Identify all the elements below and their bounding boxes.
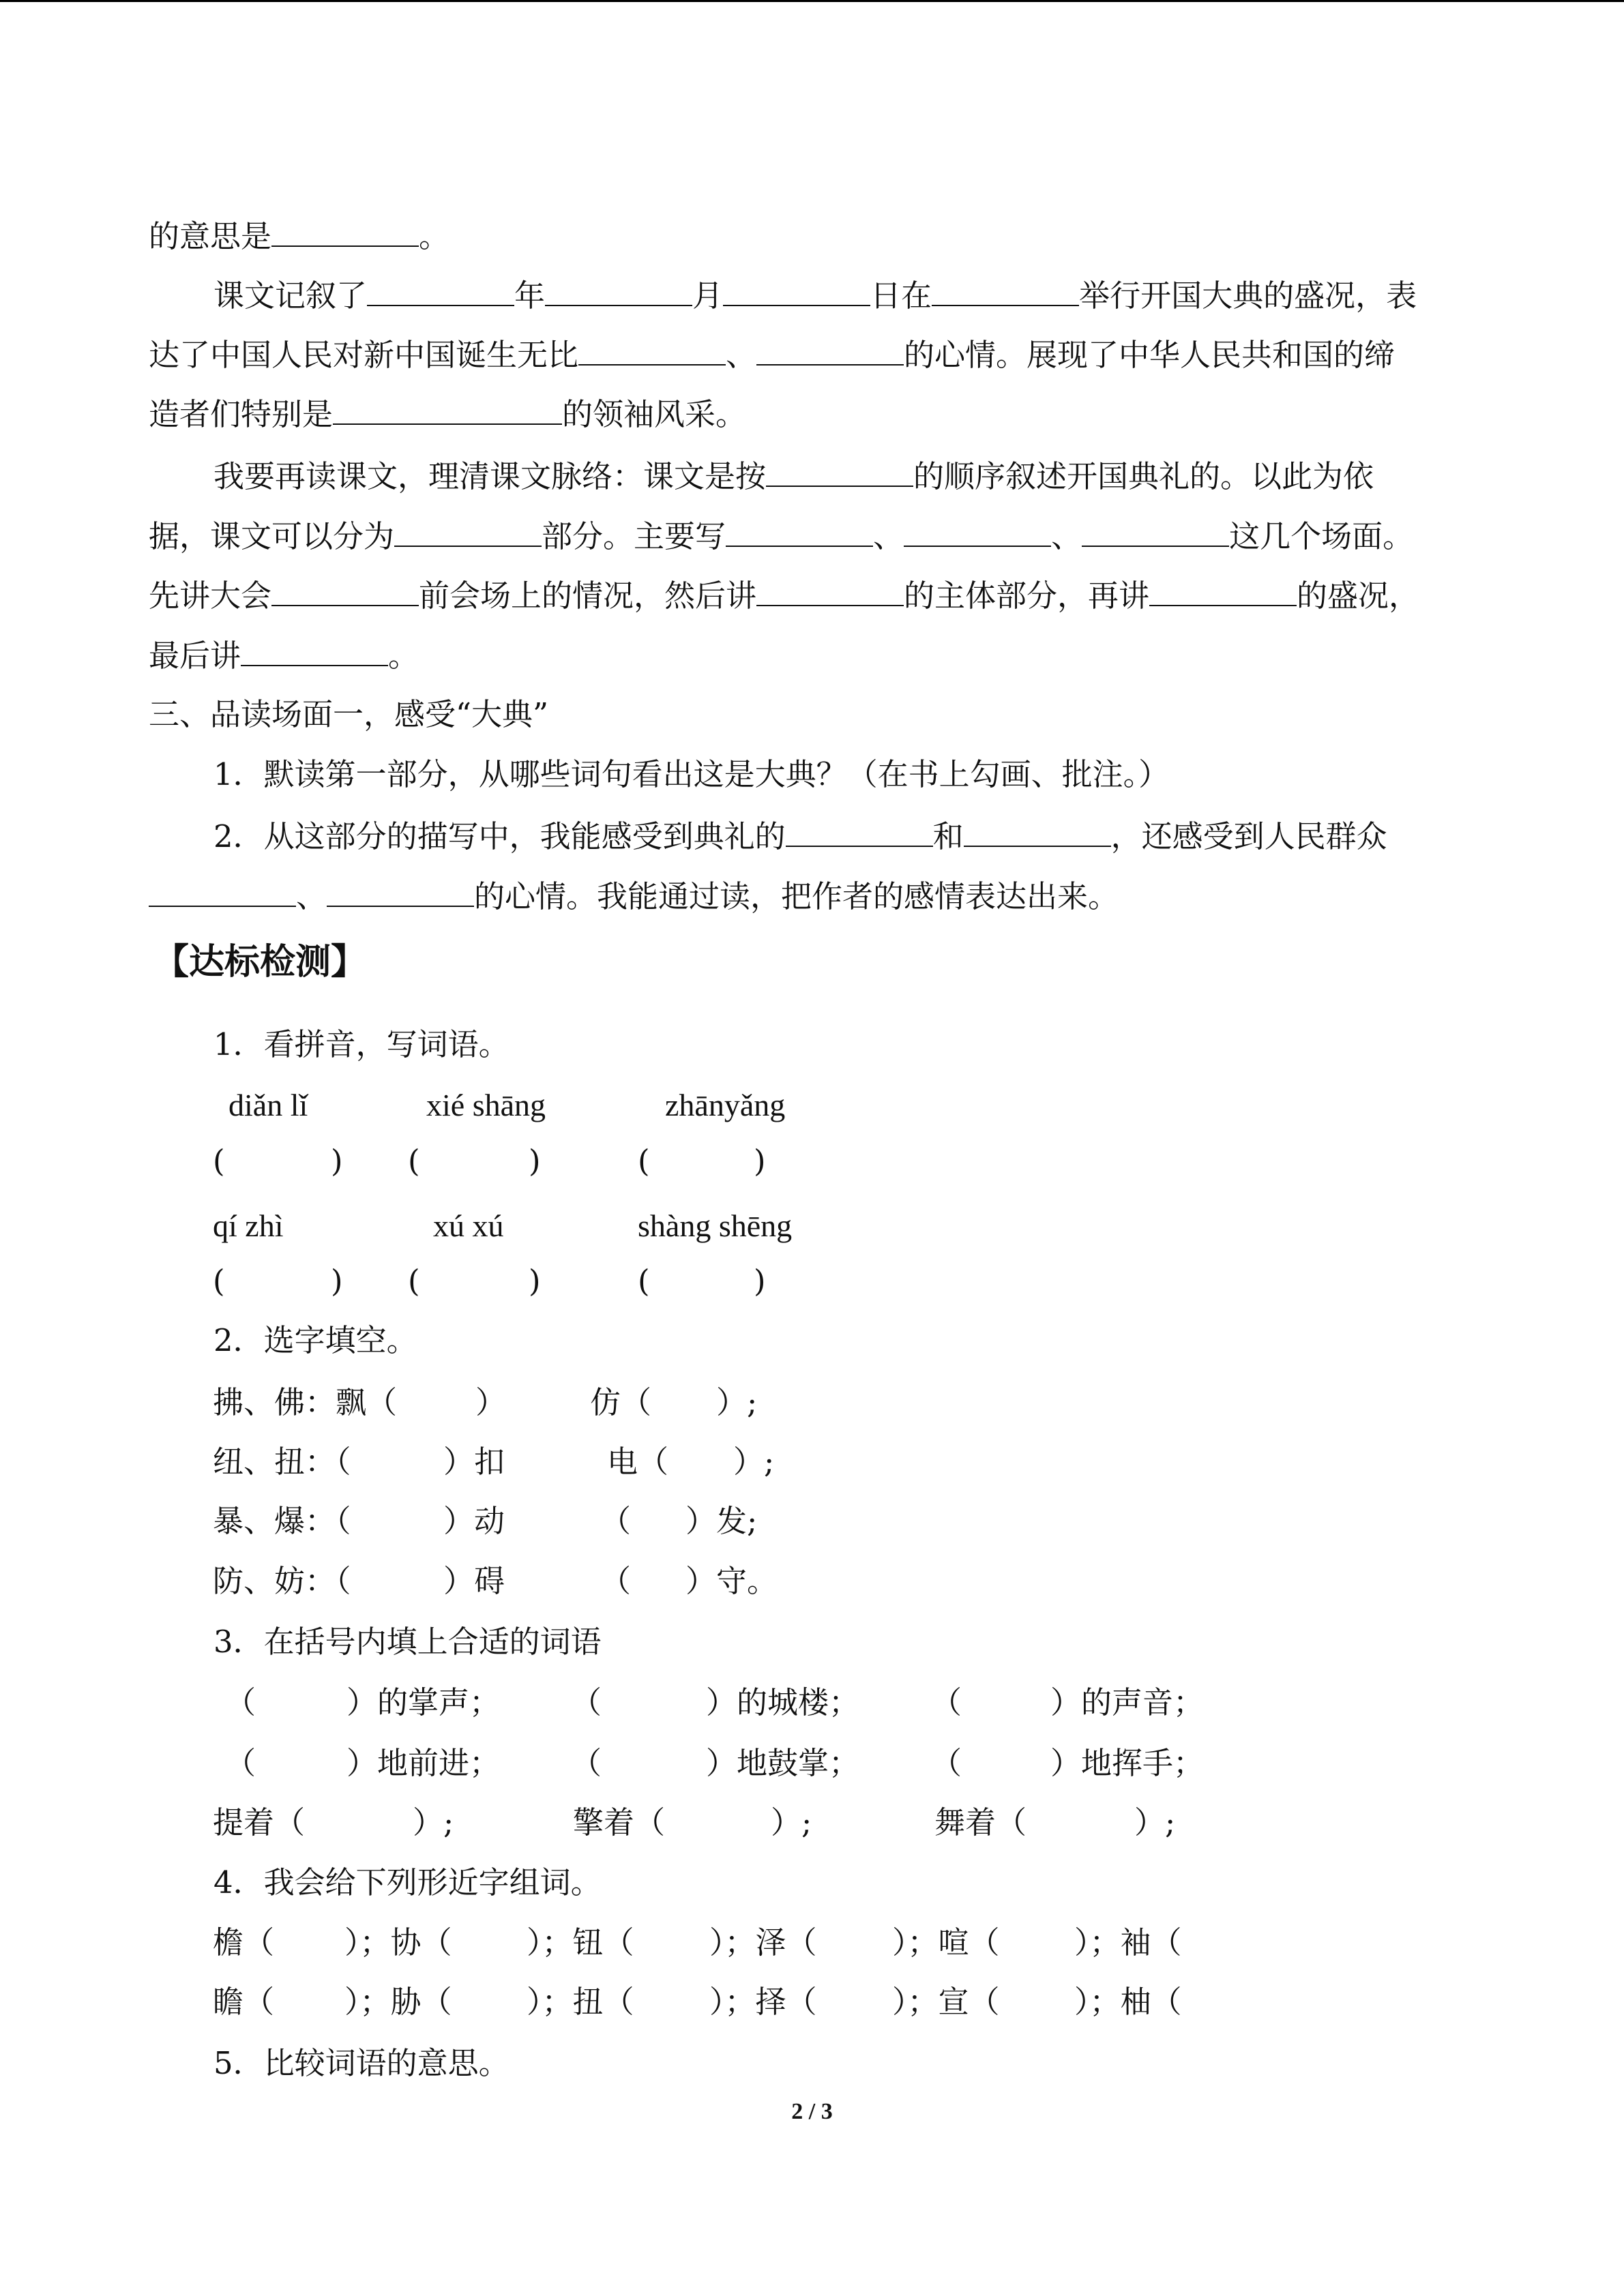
q2-cell: ） xyxy=(475,1384,507,1420)
paren-close: ) xyxy=(754,1143,766,1179)
q3-cell: 舞着（ xyxy=(934,1804,1027,1840)
q3-cell: ）; xyxy=(1134,1804,1176,1840)
q3-cell: ）; xyxy=(771,1804,812,1840)
q3-cell: ）地鼓掌； xyxy=(706,1745,860,1781)
q4-cell: ）；泽（ xyxy=(709,1924,817,1960)
q3-cell: （ xyxy=(225,1684,256,1720)
question-text: 2．选字填空。 xyxy=(213,1322,417,1358)
text-line: 我要再读课文，理清课文脉络：课文是按 的顺序叙述开国典礼的。以此为依 xyxy=(213,456,1374,496)
fill-blank xyxy=(327,876,474,907)
fill-blank xyxy=(766,456,913,487)
fill-blank xyxy=(394,516,542,547)
fill-blank xyxy=(726,516,873,547)
text-line: 课文记叙了 年 月 日在 举行开国大典的盛况，表 xyxy=(213,275,1417,316)
q4-cell: ）；袖（ xyxy=(1074,1924,1182,1960)
q2-cell: （ xyxy=(600,1503,632,1539)
fill-blank xyxy=(786,816,933,847)
paren-open: ( xyxy=(408,1263,420,1299)
question-text: 4．我会给下列形近字组词。 xyxy=(213,1864,602,1900)
q3-cell: ）地前进； xyxy=(346,1745,501,1781)
q4-cell: ）；钮（ xyxy=(527,1924,634,1960)
paren-close: ) xyxy=(331,1263,343,1299)
question-text: 1．看拼音，写词语。 xyxy=(213,1026,510,1062)
q3-cell: ）地挥手； xyxy=(1050,1745,1205,1781)
fill-blank xyxy=(545,275,692,306)
pinyin: diǎn lǐ xyxy=(228,1088,308,1122)
q2-cell: 仿（ xyxy=(590,1384,652,1420)
q4-cell: ）；宣（ xyxy=(892,1984,1000,2020)
text-line: 最后讲 。 xyxy=(149,635,419,676)
paren-open: ( xyxy=(638,1263,650,1299)
q4-cell: ）；喧（ xyxy=(892,1924,1000,1960)
paren-open: ( xyxy=(638,1143,650,1179)
q2-cell: ）守。 xyxy=(685,1563,778,1599)
paren-close: ) xyxy=(331,1143,343,1179)
fill-blank xyxy=(367,275,514,306)
fill-blank xyxy=(756,575,904,606)
q4-cell: ）；协（ xyxy=(344,1924,452,1960)
q3-cell: 擎着（ xyxy=(573,1804,666,1840)
q4-cell: ）；柚（ xyxy=(1074,1984,1182,2020)
fill-blank xyxy=(241,635,388,666)
q2-cell: ）碍 xyxy=(443,1563,505,1599)
q3-cell: 提着（ xyxy=(213,1804,306,1840)
question-text: 2．从这部分的描写中，我能感受到典礼的 和 ，还感受到人民群众 xyxy=(213,816,1387,856)
q2-cell: 拂、佛：飘（ xyxy=(213,1384,398,1420)
fill-blank xyxy=(333,393,562,425)
fill-blank xyxy=(271,215,419,247)
pinyin: qí zhì xyxy=(213,1208,284,1243)
q4-cell: 瞻（ xyxy=(213,1984,275,2020)
q2-cell: 电（ xyxy=(607,1444,669,1480)
pinyin: shàng shēng xyxy=(638,1208,793,1243)
q4-cell: ）；择（ xyxy=(709,1984,817,2020)
q4-cell: ）；胁（ xyxy=(344,1984,452,2020)
q3-cell: （ xyxy=(931,1684,962,1720)
q3-cell: （ xyxy=(571,1684,602,1720)
question-text: 、 的心情。我能通过读，把作者的感情表达出来。 xyxy=(149,876,1119,916)
q4-cell: 檐（ xyxy=(213,1924,275,1960)
fill-blank xyxy=(578,334,726,366)
paren-open: ( xyxy=(213,1143,225,1179)
text-line: 的意思是 。 xyxy=(149,215,449,256)
question-text: 5．比较词语的意思。 xyxy=(213,2045,510,2081)
fill-blank xyxy=(1082,516,1229,547)
q2-cell: 暴、爆：（ xyxy=(213,1503,351,1539)
text-line: 据，课文可以分为 部分。主要写 、 、 这几个场面。 xyxy=(149,516,1413,556)
pinyin: zhānyǎng xyxy=(665,1088,786,1122)
q3-cell: ）的声音； xyxy=(1050,1684,1205,1720)
fill-blank xyxy=(723,275,870,306)
q4-cell: ）；扭（ xyxy=(527,1984,634,2020)
question-text: 3．在括号内填上合适的词语 xyxy=(213,1624,602,1660)
pinyin: xú xú xyxy=(433,1208,504,1243)
fill-blank xyxy=(271,575,419,606)
fill-blank xyxy=(149,876,296,907)
paren-close: ) xyxy=(529,1143,541,1179)
q3-cell: ）; xyxy=(413,1804,454,1840)
q2-cell: 纽、扭：（ xyxy=(213,1444,351,1480)
text-line: 达了中国人民对新中国诞生无比 、 的心情。展现了中华人民共和国的缔 xyxy=(149,334,1395,375)
page-number: 2 / 3 xyxy=(791,2099,833,2124)
section-title: 三、品读场面一，感受“大典” xyxy=(149,696,549,732)
paren-open: ( xyxy=(408,1143,420,1179)
paren-close: ) xyxy=(754,1263,766,1299)
q2-cell: ）; xyxy=(716,1384,758,1420)
q2-cell: ）; xyxy=(733,1444,775,1480)
q2-cell: ）动 xyxy=(443,1503,505,1539)
q2-cell: （ xyxy=(600,1563,632,1599)
fill-blank xyxy=(964,816,1111,847)
q3-cell: ）的城楼； xyxy=(706,1684,860,1720)
fill-blank xyxy=(904,516,1051,547)
text-line: 造者们特别是 的领袖风采。 xyxy=(149,393,746,434)
top-border xyxy=(0,0,1624,2)
q2-cell: ）发; xyxy=(685,1503,758,1539)
fill-blank xyxy=(1149,575,1297,606)
fill-blank xyxy=(756,334,904,366)
q2-cell: ）扣 xyxy=(443,1444,505,1480)
q3-cell: （ xyxy=(225,1745,256,1781)
q3-cell: （ xyxy=(571,1745,602,1781)
fill-blank xyxy=(932,275,1079,306)
paren-open: ( xyxy=(213,1263,225,1299)
pinyin: xié shāng xyxy=(426,1088,546,1122)
test-heading: 【达标检测】 xyxy=(153,942,367,983)
text-line: 先讲大会 前会场上的情况，然后讲 的主体部分，再讲 的盛况， xyxy=(149,575,1419,616)
paren-close: ) xyxy=(529,1263,541,1299)
question-text: 1．默读第一部分，从哪些词句看出这是大典？（在书上勾画、批注。） xyxy=(213,756,1170,792)
q3-cell: （ xyxy=(931,1745,962,1781)
q2-cell: 防、妨：（ xyxy=(213,1563,351,1599)
q3-cell: ）的掌声； xyxy=(346,1684,501,1720)
